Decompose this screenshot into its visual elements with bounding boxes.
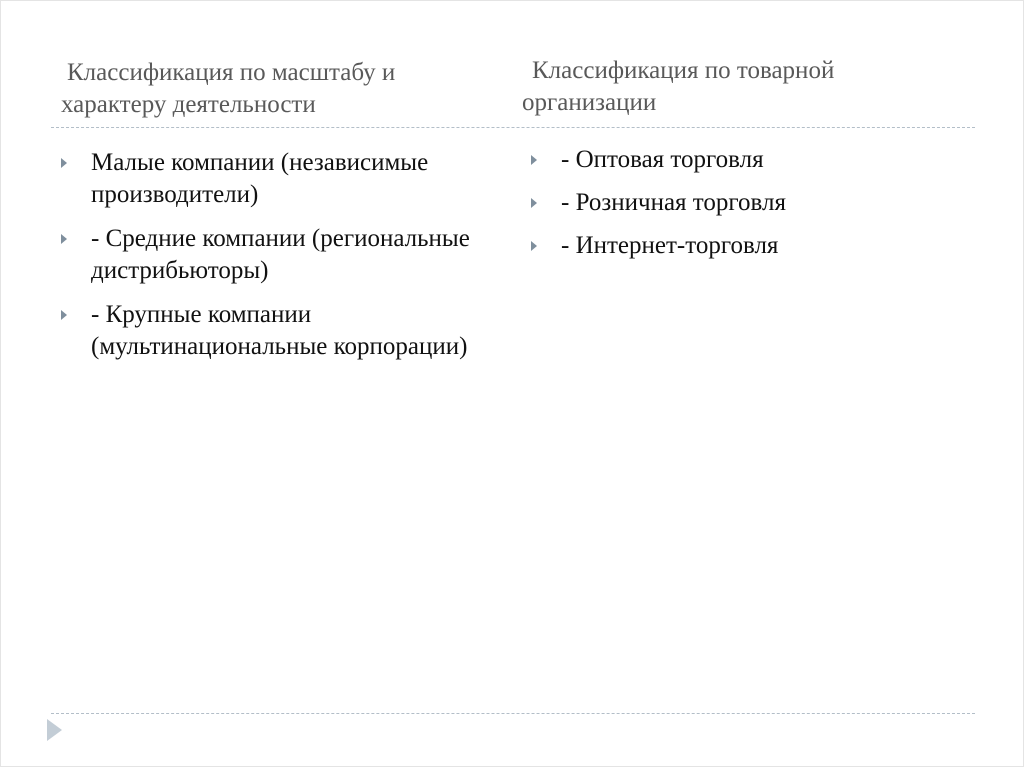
right-list-item: [529, 144, 969, 176]
left-list-item-text: - Крупные компании (мультинациональные корпорации): [91, 301, 468, 360]
right-bullet-list: [529, 144, 969, 273]
footer-divider: [51, 713, 975, 714]
arrow-icon: [61, 158, 67, 168]
right-list-item: [529, 230, 969, 262]
left-list-item-text: Малые компании (независимые производители): [91, 149, 429, 208]
header-divider: [51, 127, 975, 128]
arrow-icon: [61, 234, 67, 244]
left-list-item: [59, 299, 499, 363]
arrow-icon: [531, 241, 537, 251]
left-column-heading: Классификация по масштабу и характеру деятельности: [61, 59, 396, 118]
right-list-item-text: - Оптовая торговля: [561, 146, 764, 173]
right-list-item-text: - Розничная торговля: [561, 189, 786, 216]
left-list-item-text: - Средние компании (региональные дистрибьюторы): [91, 225, 470, 284]
left-list-item: [59, 223, 499, 287]
right-list-item-text: - Интернет-торговля: [561, 232, 779, 259]
left-bullet-list: [59, 147, 499, 375]
arrow-icon: [531, 155, 537, 165]
next-slide-arrow-icon[interactable]: [47, 719, 62, 741]
right-column-heading: Классификация по товарной организации: [522, 57, 835, 116]
left-list-item: [59, 147, 499, 211]
right-list-item: [529, 187, 969, 219]
arrow-icon: [61, 310, 67, 320]
arrow-icon: [531, 198, 537, 208]
